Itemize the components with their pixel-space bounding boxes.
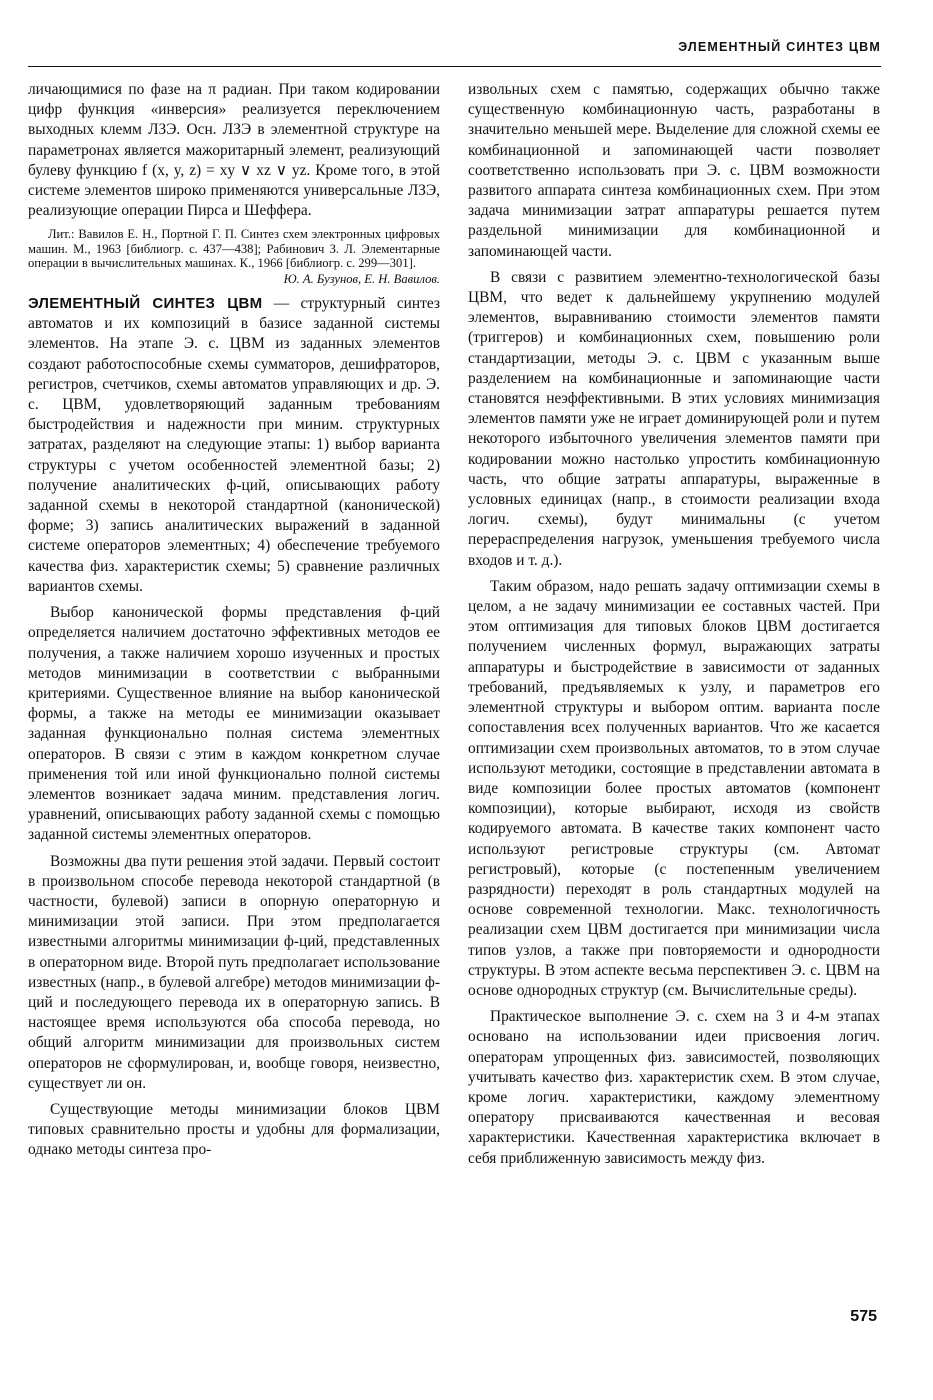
- paragraph: — структурный синтез автоматов и их композиций в базисе заданной системы элементов. На этапе Э. с. ЦВМ из заданных элементов создают работоспособные схемы сумматоров, дешифраторов, регистров, счетчиков, схемы автоматов управляющих и др. Э. с. ЦВМ, удовлетворяющий заданным требованиям быстродействия и надежности при миним. структурных затратах, разделяют на следующие этапы: 1) выбор варианта структуры с учетом особенностей элементной базы; 2) получение аналитических ф-ций, описывающих работу заданной схемы в некоторой стандартной (канонической) форме; 3) запись аналитических выражений в заданной системе операторов элементных; 4) обеспечение требуемого качества физ. характеристик схемы; 5) сравнение различных вариантов схемы.: [28, 295, 440, 595]
- paragraph: Существующие методы минимизации блоков ЦВМ типовых сравнительно просты и удобны для формализации, однако методы синтеза про-: [28, 1100, 440, 1159]
- paragraph: Таким образом, надо решать задачу оптимизации схемы в целом, а не задачу минимизации ее составных частей. При этом оптимизация для типовых блоков ЦВМ достигается получением численных формул, выражающих затраты аппаратуры и быстродействие в зависимости от заданных требований, предъявляемых к узлу, и параметров его элементной структуры и выбором оптим. варианта после сопоставления всех полученных вариантов. Что же касается оптимизации схем произвольных автоматов, то в этом случае используют методики, состоящие в представлении автомата в виде композиции более простых автоматов (компонент композиции), которые выбирают, исходя из свойств кодируемого автомата. В качестве таких компонент часто используют регистровые структуры (см. Автомат регистровый), которые (с постепенным увеличением разрядности) переходят в роль стандартных модулей на основе современной технологии. Макс. технологичность реализации схем ЦВМ достигается при минимизации числа типов узлов, а также при повторяемости и однородности структуры. В этом аспекте весьма перспективен Э. с. ЦВМ на основе однородных структур (см. Вычислительные среды).: [468, 577, 880, 999]
- paragraph: извольных схем с памятью, содержащих обычно также существенную комбинационную часть, разработаны в значительно меньшей мере. Выделение для сложной схемы ее комбинационной и запоминающей части позволяет соответственно использовать при Э. с. ЦВМ возможности развитого аппарата синтеза комбинационных схем. При этом задача минимизации затрат аппаратуры решается путем раздельной минимизации для комбинационной и запоминающей части.: [468, 81, 880, 260]
- right-column: [468, 80, 880, 1169]
- header-rule: [28, 66, 881, 67]
- running-head: ЭЛЕМЕНТНЫЙ СИНТЕЗ ЦВМ: [678, 40, 881, 54]
- paragraph: личающимися по фазе на π радиан. При таком кодировании цифр функция «инверсия» реализуется переключением выходных клемм ЛЗЭ. Осн. ЛЗЭ в элементной структуре на параметронах является мажоритарный элемент, реализующий булеву функцию f (x, y, z) = xy ∨ xz ∨ yz. Кроме того, в этой системе элементов широко применяются универсальные ЛЗЭ, реализующие операции Пирса и Шеффера.: [28, 81, 440, 220]
- paragraph: В связи с развитием элементно-технологической базы ЦВМ, что ведет к дальнейшему укрупнению модулей элементов, выравниванию стоимости элементов памяти (триггеров) и комбинационных схем, повышению роли стандартизации, методы Э. с. ЦВМ с указанным выше разделением на комбинационные и запоминающие части становятся неэффективными. В этих условиях минимизация элементов памяти уже не играет доминирующей роли и путем некоторого избыточного увеличения элементов памяти при кодировании можно настолько упростить комбинационную часть, что общие затраты аппаратуры, выраженные в условных единицах (напр., в стоимости реализации входа логич. схемы), будут минимальны (с учетом перераспределения нагрузок, уменьшения требуемого числа входов и т. д.).: [468, 268, 880, 569]
- article-title: ЭЛЕМЕНТНЫЙ СИНТЕЗ ЦВМ: [28, 295, 263, 313]
- literature-references: Лит.: Вавилов Е. Н., Портной Г. П. Синтез схем электронных цифровых машин. М., 1963 [библиогр. с. 437—438]; Рабинович З. Л. Элементарные операции в вычислительных машинах. К., 1966 [библиогр. с. 299—301].: [28, 227, 440, 271]
- left-column: [28, 80, 440, 1161]
- paragraph: Практическое выполнение Э. с. схем на 3 и 4-м этапах основано на использовании идеи присвоения логич. операторам упрощенных физ. зависимостей, позволяющих учитывать качество физ. характеристик схем. В этом случае, кроме логич. характеристики, каждому элементному оператору присваиваются качественная и весовая характеристики. Качественная характеристика включает в себя приближенную зависимость между физ.: [468, 1008, 880, 1167]
- article-authors: Ю. А. Бузунов, Е. Н. Вавилов.: [283, 271, 440, 286]
- page-number: 575: [850, 1308, 877, 1325]
- paragraph: Возможны два пути решения этой задачи. Первый состоит в произвольном способе перевода некоторой стандартной (в частности, булевой) записи в опорную операторную и минимизации этой записи. При этом предполагается известными алгоритмы минимизации ф-ций, представленных в операторном виде. Второй путь предполагает использование известных (напр., в булевой алгебре) методов минимизации ф-ций и последующего перевода их в операторную запись. В настоящее время используются оба способа перевода, но общий алгоритм минимизации для произвольных систем операторов не сформулирован, и, вообще говоря, неизвестно, существует ли он.: [28, 852, 440, 1092]
- article-entry: [28, 294, 440, 597]
- paragraph: Выбор канонической формы представления ф-ций определяется наличием достаточно эффективных методов ее получения, а также наличием хорошо изученных и простых методов минимизации в соответствии с выбранными критериями. Существенное влияние на выбор канонической формы, а также на методы ее минимизации оказывает заданная функционально полная система элементных операторов. В связи с этим в каждом конкретном случае применения той или иной функционально полной системы элементов возникает задача миним. представления логич. уравнений, описывающих работу заданной схемы с помощью заданной системы элементных операторов.: [28, 604, 440, 844]
